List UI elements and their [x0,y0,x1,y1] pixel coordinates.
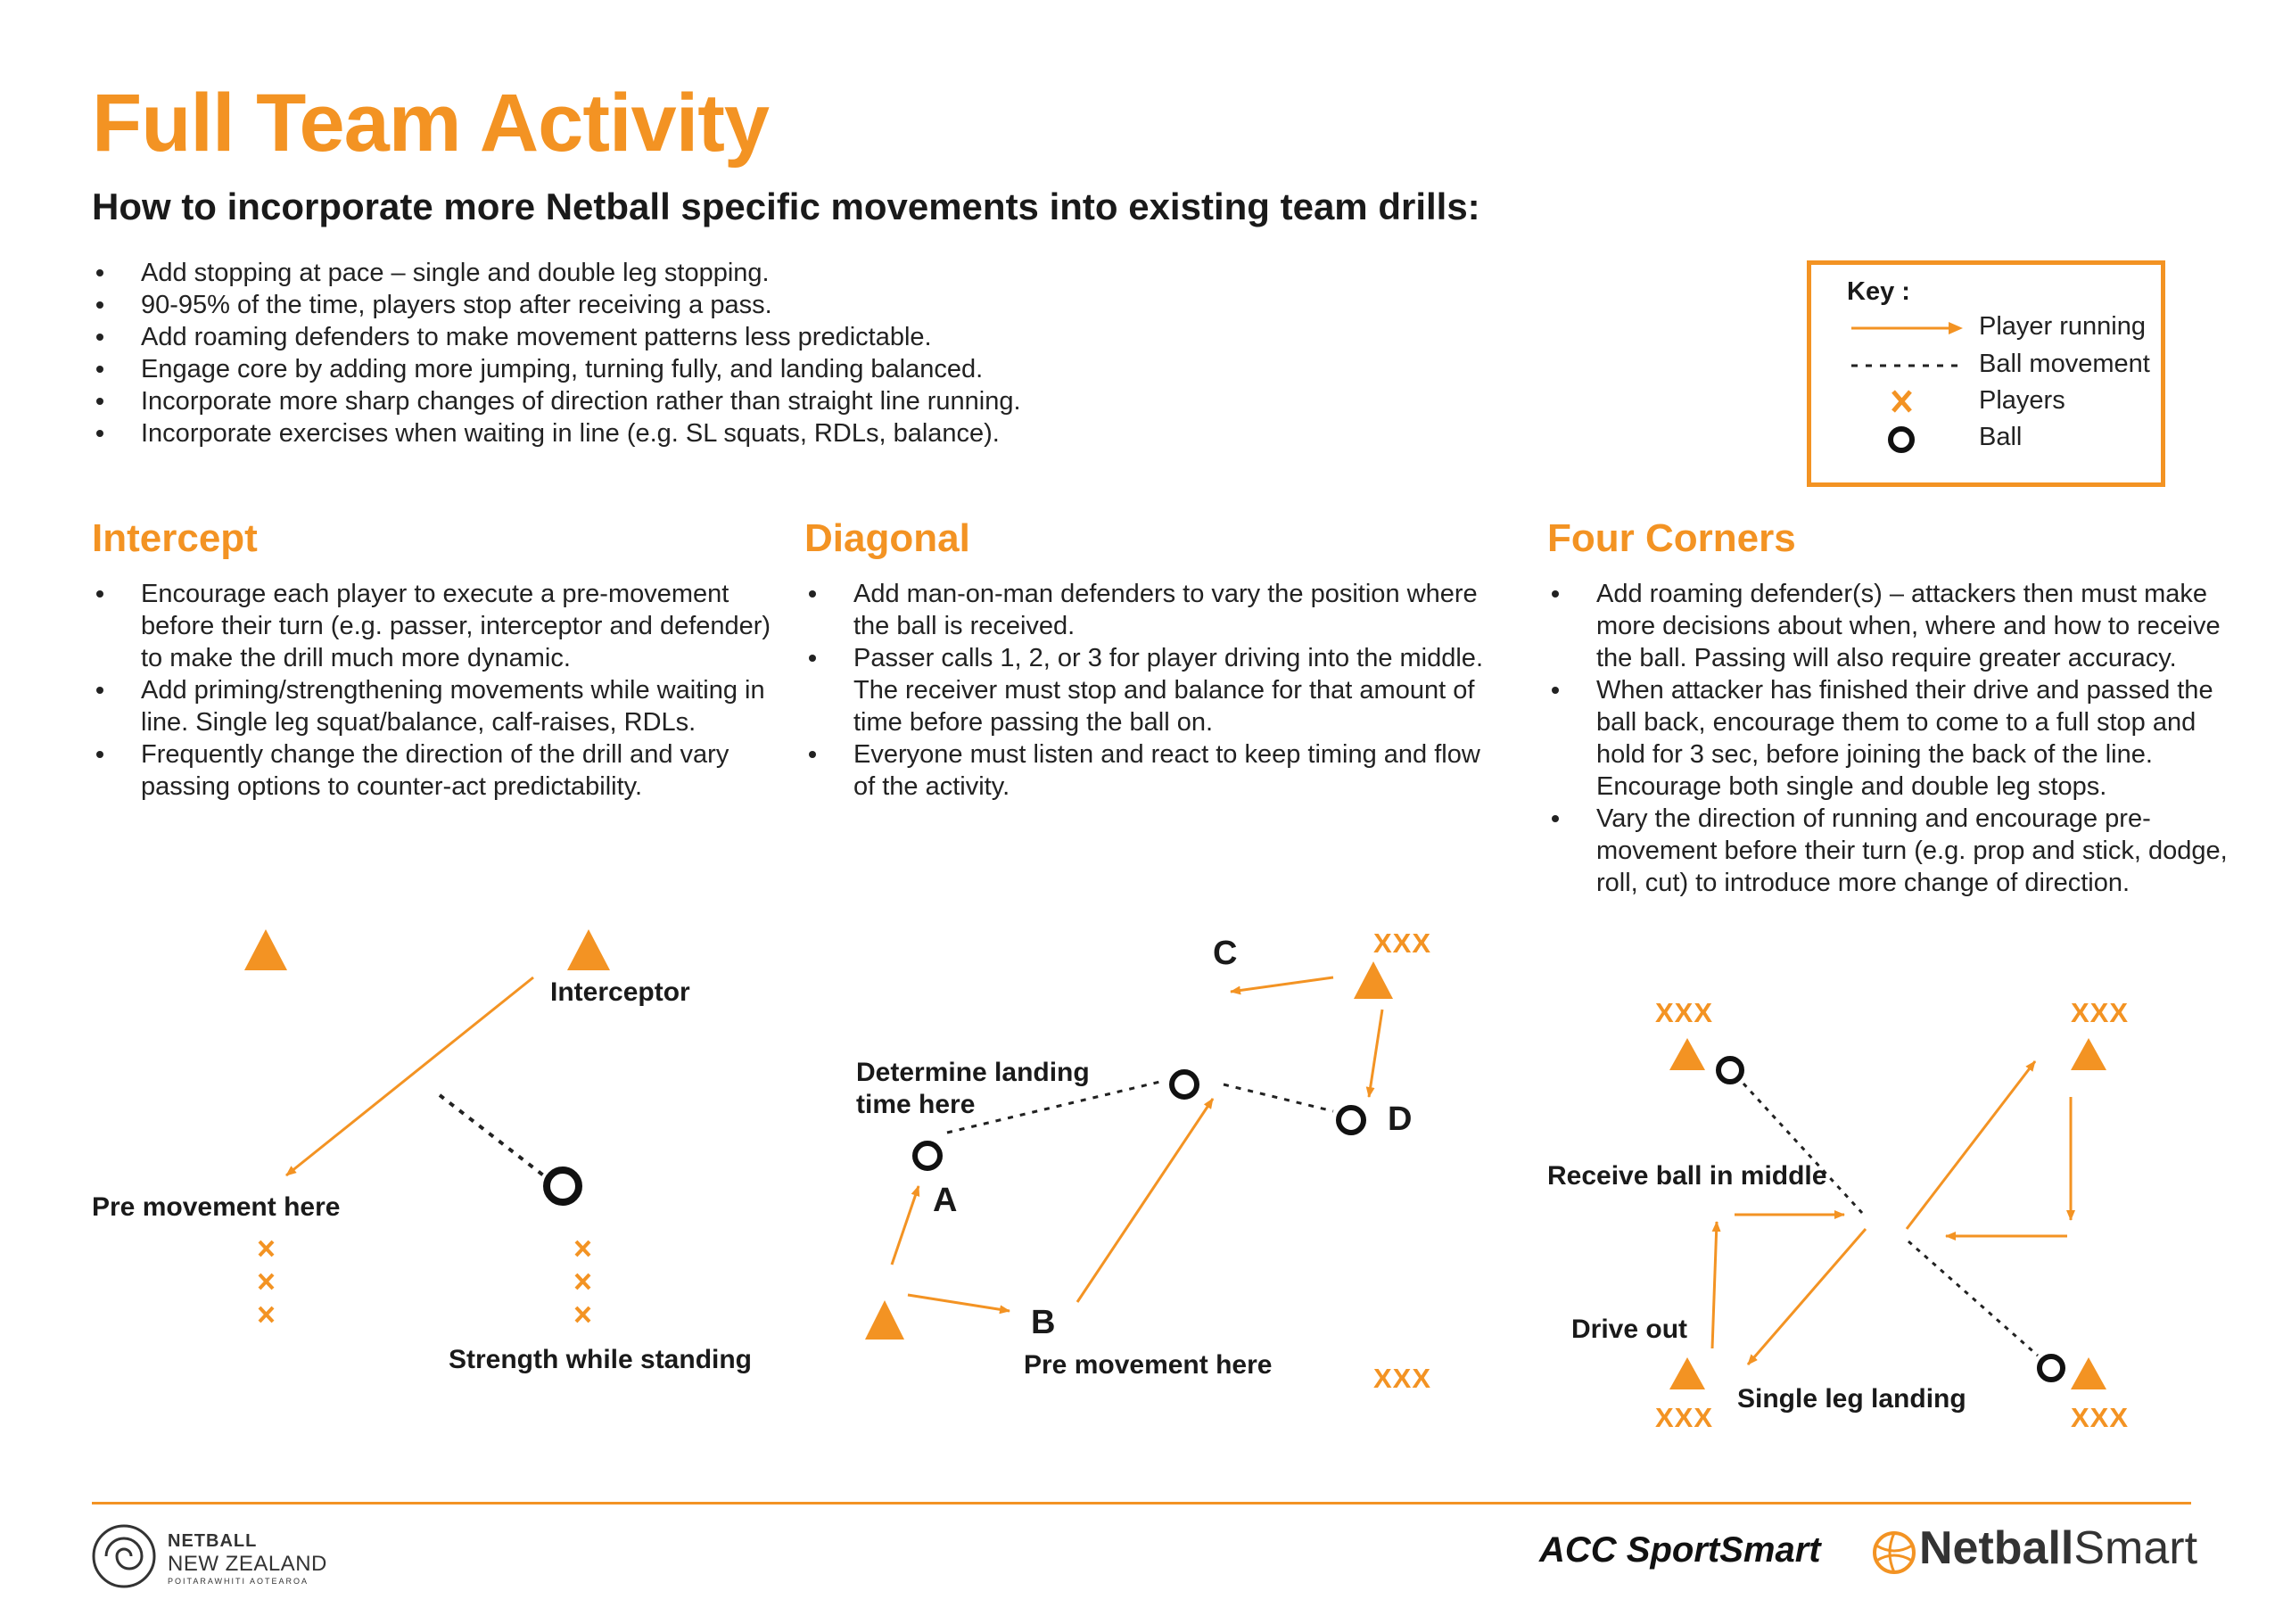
list-item: Encourage each player to execute a pre-movement before their turn (e.g. passer, interceptor and defender) to make the drill much more dynamic. [92,578,779,674]
diagonal-heading: Diagonal [804,516,970,560]
ball-pass-line [1224,1084,1333,1111]
key-label-ball: Ball [1979,423,2023,451]
point-b-label: B [1031,1304,1056,1341]
running-arrow [892,1186,919,1265]
drive-out-label: Drive out [1571,1315,1688,1344]
key-title: Key : [1847,277,1910,306]
pre-movement-label: Pre movement here [92,1192,341,1222]
receive-ball-label: Receive ball in middle [1547,1161,1827,1191]
netballsmart-logo-light: Smart [2073,1522,2198,1574]
players-label: XXX [2071,997,2130,1028]
netballsmart-logo-bold: Netball [1919,1522,2074,1574]
ball-icon [915,1143,940,1168]
nnz-logo-text-2: NEW ZEALAND [168,1552,327,1576]
netballsmart-logo [1919,1521,2197,1575]
running-arrow [908,1295,1010,1311]
list-item: Incorporate more sharp changes of direction rather than straight line running. [92,385,1697,417]
players-label: XXX [1655,1402,1714,1433]
list-item: When attacker has finished their drive and passed the ball back, encourage them to come to a full stop and hold for 3 sec, before joining the back of the line. Encourage both single and double leg stops. [1547,674,2234,803]
ball-icon [1718,1059,1742,1082]
list-item: Add man-on-man defenders to vary the position where the ball is received. [804,578,1491,642]
nnz-logo-text-1: NETBALL [168,1531,258,1551]
key-label-ball-movement: Ball movement [1979,350,2150,378]
running-arrow [1907,1061,2035,1229]
point-d-label: D [1388,1101,1413,1138]
diagonal-diagram [865,961,1393,1340]
ball-icon [1339,1108,1364,1133]
list-item: Add roaming defender(s) – attackers then must make more decisions about when, where and how to receive the ball. Passing will also require greater accuracy. [1547,578,2234,674]
list-item: 90-95% of the time, players stop after receiving a pass. [92,289,1697,321]
cone-icon [244,929,287,970]
list-item: Add stopping at pace – single and double leg stopping. [92,257,1697,289]
page-subtitle: How to incorporate more Netball specific movements into existing team drills: [92,185,1480,227]
list-item: Engage core by adding more jumping, turning fully, and landing balanced. [92,353,1697,385]
list-item: Incorporate exercises when waiting in line (e.g. SL squats, RDLs, balance). [92,417,1697,449]
list-item: Vary the direction of running and encourage pre-movement before their turn (e.g. prop and stick, dodge, roll, cut) to introduce more change of direction. [1547,803,2234,899]
footer-divider [92,1502,2191,1504]
ball-icon [1172,1072,1197,1097]
strength-label: Strength while standing [449,1345,753,1374]
cone-icon [1669,1357,1705,1389]
single-leg-label: Single leg landing [1737,1384,1966,1414]
players-label: XXX [1655,997,1714,1028]
cone-icon [567,929,610,970]
cone-icon [1354,961,1393,999]
netball-nz-logo-icon [94,1526,154,1587]
players-x-icon [260,1241,273,1322]
list-item: Add priming/strengthening movements while waiting in line. Single leg squat/balance, calf-raises, RDLs. [92,674,779,738]
intercept-heading: Intercept [92,516,258,560]
ball-pass-line [947,1081,1164,1133]
running-arrow [1077,1099,1213,1302]
key-label-running: Player running [1979,312,2146,341]
four-corners-diagram [1669,1038,2106,1389]
list-item: Add roaming defenders to make movement patterns less predictable. [92,321,1697,353]
ball-pass-line [440,1095,546,1177]
determine-landing-label: Determine landing [856,1058,1090,1087]
list-item: Frequently change the direction of the drill and vary passing options to counter-act predictability. [92,738,779,803]
key-label-players: Players [1979,386,2065,415]
interceptor-label: Interceptor [550,977,690,1007]
ball-pass-line [1743,1084,1862,1213]
players-label: XXX [1373,927,1432,959]
ball-pass-line [1908,1241,2038,1356]
point-a-label: A [933,1182,958,1219]
list-item: Passer calls 1, 2, or 3 for player driving into the middle. The receiver must stop and balance for that amount of time before passing the ball on. [804,642,1491,738]
four-corners-heading: Four Corners [1547,516,1796,560]
players-label: XXX [1373,1363,1432,1394]
pre-movement-label: Pre movement here [1024,1350,1273,1380]
cone-icon [1669,1038,1705,1070]
acc-sportsmart-logo: ACC SportSmart [1539,1530,1821,1570]
point-c-label: C [1213,935,1238,972]
list-item: Everyone must listen and react to keep timing and flow of the activity. [804,738,1491,803]
running-arrow [1712,1222,1717,1348]
cone-icon [2071,1038,2106,1070]
netball-ball-icon [1875,1533,1914,1572]
cone-icon [865,1300,904,1340]
nnz-logo-text-3: POITARAWHITI AOTEAROA [168,1577,309,1586]
page-title: Full Team Activity [92,78,770,169]
running-arrow [1231,977,1333,992]
determine-landing-label-2: time here [856,1090,976,1119]
running-arrow [1748,1229,1866,1364]
ball-icon [547,1170,579,1202]
players-label: XXX [2071,1402,2130,1433]
cone-icon [2071,1357,2106,1389]
ball-icon [2040,1356,2063,1380]
running-arrow [286,977,533,1175]
players-x-icon [576,1241,589,1322]
running-arrow [1369,1010,1382,1097]
